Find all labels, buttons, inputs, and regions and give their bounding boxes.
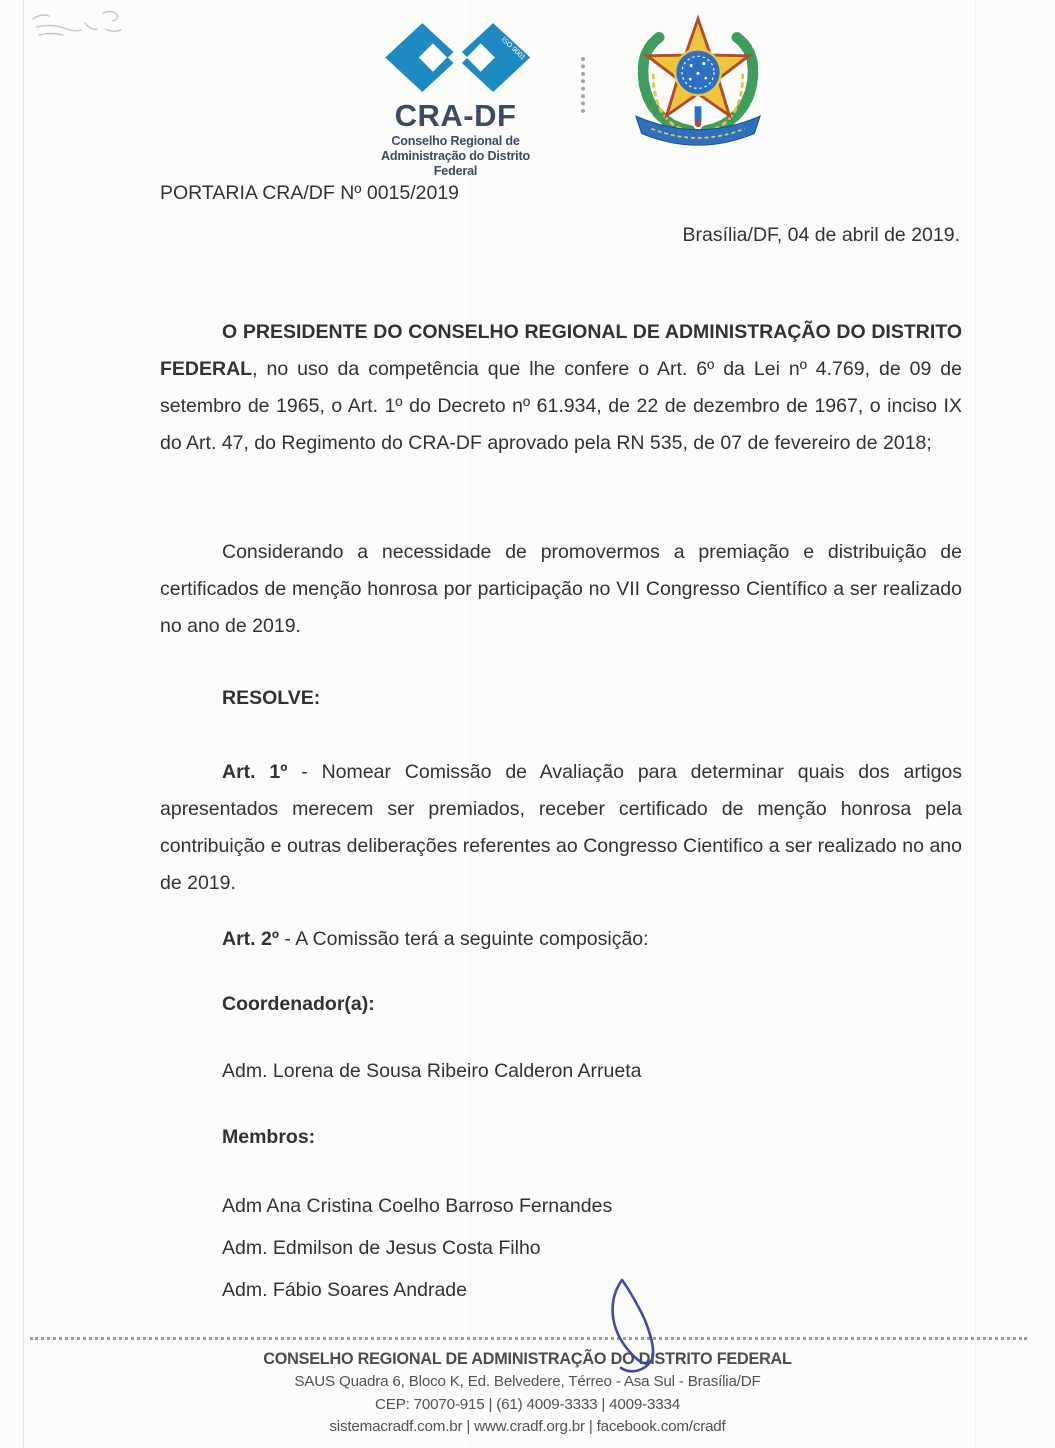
coordinator-label: Coordenador(a): xyxy=(222,993,375,1015)
considerando-paragraph: Considerando a necessidade de promovermos a premiação e distribuição de certificados de menção honrosa por participação no VII Congresso Científico a ser realizado no ano de 2019. xyxy=(160,541,962,637)
cra-df-logo xyxy=(363,16,548,179)
cra-df-logo-icon xyxy=(378,16,533,100)
scan-artifact-line xyxy=(975,0,976,1448)
footer-divider xyxy=(30,1337,1027,1340)
header-divider-dots xyxy=(581,57,585,113)
preamble-rest: , no uso da competência que lhe confere o Art. 6º da Lei nº 4.769, de 09 de setembro de 1965, o Art. 1º do Decreto nº 61.934, de 22 de dezembro de 1967, o inciso IX do Art. 47, do Regimento do CRA-DF aprovado pela RN 535, de 07 de fevereiro de 2018; xyxy=(160,358,962,454)
preamble-paragraph xyxy=(160,314,962,462)
member-name: Adm. Edmilson de Jesus Costa Filho xyxy=(222,1237,541,1259)
article-2-text: - A Comissão terá a seguinte composição: xyxy=(278,928,649,950)
resolve-heading: RESOLVE: xyxy=(222,687,321,709)
scan-edge-line xyxy=(23,0,24,1448)
logo-subtitle-line1: Conselho Regional de xyxy=(391,134,520,148)
members-label: Membros: xyxy=(222,1126,316,1148)
pencil-scribble xyxy=(25,5,155,55)
member-name: Adm Ana Cristina Coelho Barroso Fernandes xyxy=(222,1195,613,1217)
coordinator-name: Adm. Lorena de Sousa Ribeiro Calderon Arrueta xyxy=(222,1060,642,1082)
signature-stroke xyxy=(585,1258,700,1383)
document-number: PORTARIA CRA/DF Nº 0015/2019 xyxy=(160,182,460,204)
footer-phone: CEP: 70070-915 | (61) 4009-3333 | 4009-3334 xyxy=(375,1395,680,1413)
dateline: Brasília/DF, 04 de abril de 2019. xyxy=(682,224,960,246)
member-name: Adm. Fábio Soares Andrade xyxy=(222,1279,467,1301)
article-2-number: Art. 2º xyxy=(222,928,279,950)
footer xyxy=(0,1348,1055,1439)
svg-text:ISO 9001: ISO 9001 xyxy=(499,36,527,62)
logo-subtitle-line2: Administração do Distrito Federal xyxy=(381,149,530,178)
preamble-bold: O PRESIDENTE DO CONSELHO REGIONAL DE ADMINISTRAÇÃO DO DISTRITO FEDERAL xyxy=(160,321,962,380)
coat-of-arms-icon xyxy=(630,14,766,154)
article-1-number: Art. 1º xyxy=(222,761,288,783)
footer-org-name: CONSELHO REGIONAL DE ADMINISTRAÇÃO DO DISTRITO FEDERAL xyxy=(263,1350,792,1368)
footer-websites: sistemacradf.com.br | www.cradf.org.br | facebook.com/cradf xyxy=(329,1418,726,1435)
logo-title: CRA-DF xyxy=(394,98,517,133)
article-1-text: - Nomear Comissão de Avaliação para determinar quais dos artigos apresentados merecem ser premiados, receber certificado de menção honrosa pela contribuição e outras deliberações referentes ao Congresso Cientifico a ser realizado no ano de 2019. xyxy=(160,761,963,894)
article-1-paragraph xyxy=(160,754,962,902)
article-2-paragraph xyxy=(160,921,962,958)
footer-address: SAUS Quadra 6, Bloco K, Ed. Belvedere, Térreo - Asa Sul - Brasília/DF xyxy=(294,1373,761,1390)
